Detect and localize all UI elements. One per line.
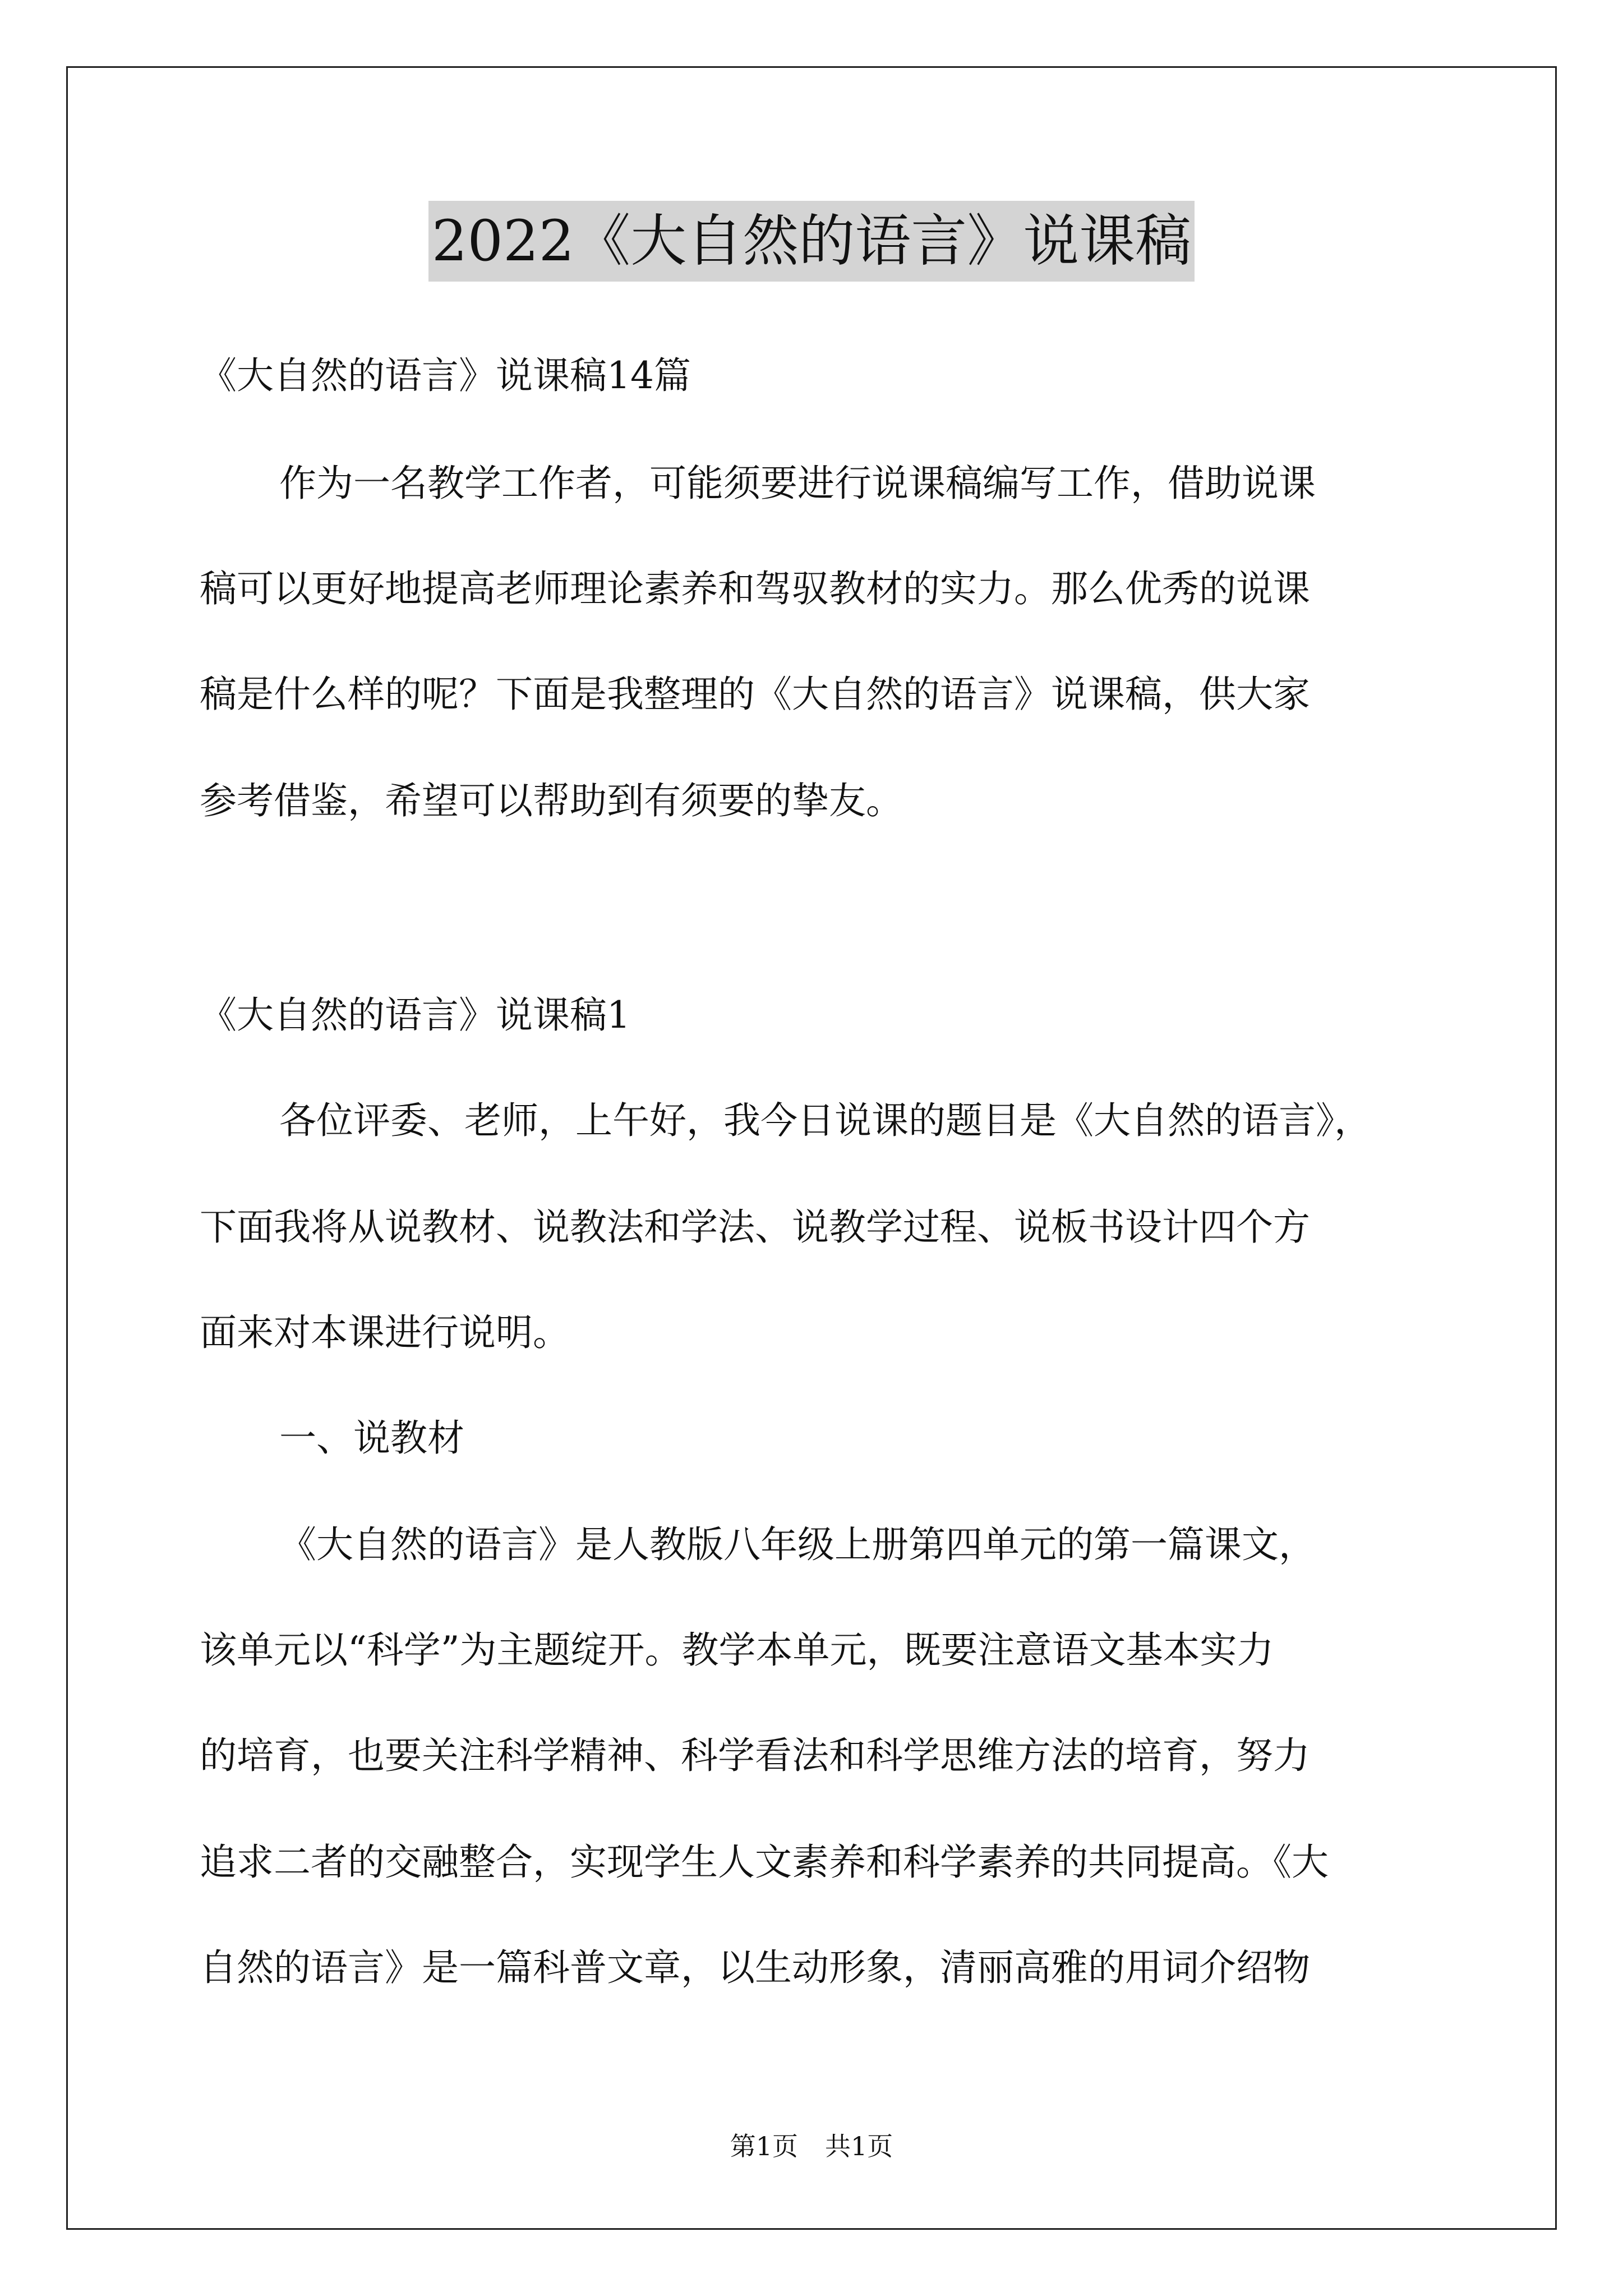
intro-line-4: 参考借鉴，希望可以帮助到有须要的挚友。 (200, 779, 903, 822)
document-title: 2022《大自然的语言》说课稿 (428, 201, 1195, 282)
title-container (0, 201, 1623, 282)
section1-line-1: 各位评委、老师，上午好，我今日说课的题目是《大自然的语言》， (279, 1099, 1371, 1142)
page-number: 第1页 (730, 2131, 798, 2161)
part1-line-4: 追求二者的交融整合，实现学生人文素养和科学素养的共同提高。《大 (200, 1841, 1329, 1884)
intro-line-2: 稿可以更好地提高老师理论素养和驾驭教材的实力。那么优秀的说课 (200, 567, 1310, 610)
section1-line-3: 面来对本课进行说明。 (200, 1311, 570, 1354)
page-total: 共1页 (825, 2131, 893, 2161)
intro-line-3: 稿是什么样的呢？下面是我整理的《大自然的语言》说课稿，供大家 (200, 673, 1310, 716)
part1-line-1: 《大自然的语言》是人教版八年级上册第四单元的第一篇课文， (279, 1523, 1316, 1566)
part1-line-2: 该单元以“科学”为主题绽开。教学本单元，既要注意语文基本实力 (200, 1628, 1274, 1672)
document-subtitle: 《大自然的语言》说课稿14篇 (200, 354, 691, 397)
intro-line-1: 作为一名教学工作者，可能须要进行说课稿编写工作，借助说课 (279, 462, 1316, 505)
part1-heading: 一、说教材 (279, 1416, 464, 1460)
part1-line-3: 的培育，也要关注科学精神、科学看法和科学思维方法的培育，努力 (200, 1734, 1310, 1777)
page-footer (0, 2129, 1623, 2163)
part1-line-5: 自然的语言》是一篇科普文章，以生动形象，清丽高雅的用词介绍物 (200, 1946, 1310, 1989)
section1-line-2: 下面我将从说教材、说教法和学法、说教学过程、说板书设计四个方 (200, 1205, 1310, 1249)
section1-heading: 《大自然的语言》说课稿1 (200, 993, 630, 1037)
